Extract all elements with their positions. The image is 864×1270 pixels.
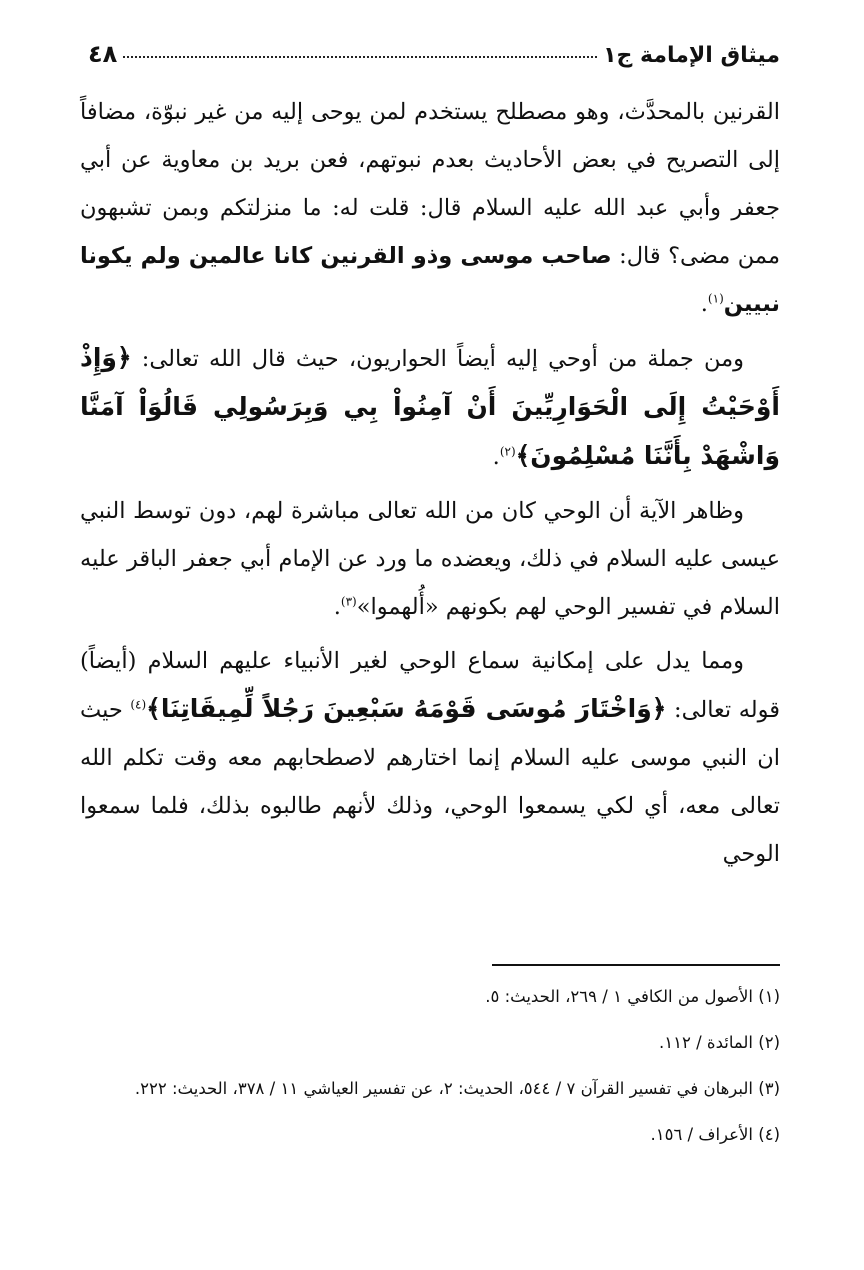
paragraph-4-text: ومما يدل على إمكانية سماع الوحي لغير الأنبياء عليهم السلام (أيضاً) قوله تعالى: — [80, 648, 780, 723]
page-header — [80, 28, 780, 68]
header-dot-leader — [123, 55, 597, 58]
paragraph-1-end: . — [700, 291, 708, 317]
footnote-1: (١) الأصول من الكافي ١ / ٢٦٩، الحديث: ٥. — [485, 987, 780, 1006]
footnote-ref-1: (١) — [707, 291, 724, 306]
paragraph-2-end: . — [492, 444, 500, 470]
page-number: ٤٨ — [88, 40, 118, 68]
paragraph-2-text: ومن جملة من أوحي إليه أيضاً الحواريون، حيث قال الله تعالى: — [141, 346, 745, 372]
paragraph-3 — [80, 487, 780, 631]
footnote-ref-3: (٣) — [340, 594, 357, 609]
quran-verse-2: ﴿وَاخْتَارَ مُوسَى قَوْمَهُ سَبْعِينَ رَجُلاً لِّمِيقَاتِنَا﴾ — [146, 694, 667, 723]
paragraph-1 — [80, 88, 780, 328]
quran-verse-1: ﴿وَإِذْ أَوْحَيْتُ إِلَى الْحَوَارِيِّينَ أَنْ آمِنُواْ بِي وَبِرَسُولِي قَالُوَاْ آمَنَّا وَاشْهَدْ بِأَنَّنَا مُسْلِمُونَ﴾ — [80, 343, 780, 470]
footnote-2: (٢) المائدة / ١١٢. — [659, 1033, 780, 1052]
main-text — [80, 88, 780, 884]
footnote-ref-2: (٢) — [499, 444, 516, 459]
footnote-ref-4: (٤) — [130, 697, 147, 712]
footnote-3: (٣) البرهان في تفسير القرآن ٧ / ٥٤٤، الحديث: ٢، عن تفسير العياشي ١١ / ٣٧٨، الحديث: ٢٢٢. — [134, 1079, 780, 1098]
footnote-separator — [492, 964, 780, 966]
paragraph-2 — [80, 334, 780, 481]
hadith-quote: صاحب موسى وذو القرنين كانا عالمين ولم يكونا نبيين — [80, 243, 780, 317]
paragraph-1-text: القرنين بالمحدَّث، وهو مصطلح يستخدم لمن يوحى إليه من غير نبوّة، مضافاً إلى التصريح في بعض الأحاديث بعدم نبوتهم، فعن بريد بن معاوية عن أبي جعفر وأبي عبد الله عليه السلام قال: قلت له: ما منزلتكم وبمن تشبهون ممن مضى؟ قال: — [80, 99, 780, 269]
running-title: ميثاق الإمامة ج١ — [603, 43, 780, 68]
footnote-4: (٤) الأعراف / ١٥٦. — [650, 1125, 780, 1144]
paragraph-4-continuation: حيث ان النبي موسى عليه السلام إنما اختارهم لاصطحابهم معه وقت تكلم الله تعالى معه، أي لكي يسمعوا الوحي، وذلك لأنهم طالبوه بذلك، فلما سمعوا الوحي — [80, 697, 780, 867]
paragraph-4 — [80, 637, 780, 878]
footnotes — [80, 978, 780, 1162]
paragraph-3-text: وظاهر الآية أن الوحي كان من الله تعالى مباشرة لهم، دون توسط النبي عيسى عليه السلام في ذلك، ويعضده ما ورد عن الإمام أبي جعفر الباقر عليه السلام في تفسير الوحي لهم بكونهم «أُلهموا» — [80, 498, 780, 620]
paragraph-3-end: . — [333, 594, 341, 620]
